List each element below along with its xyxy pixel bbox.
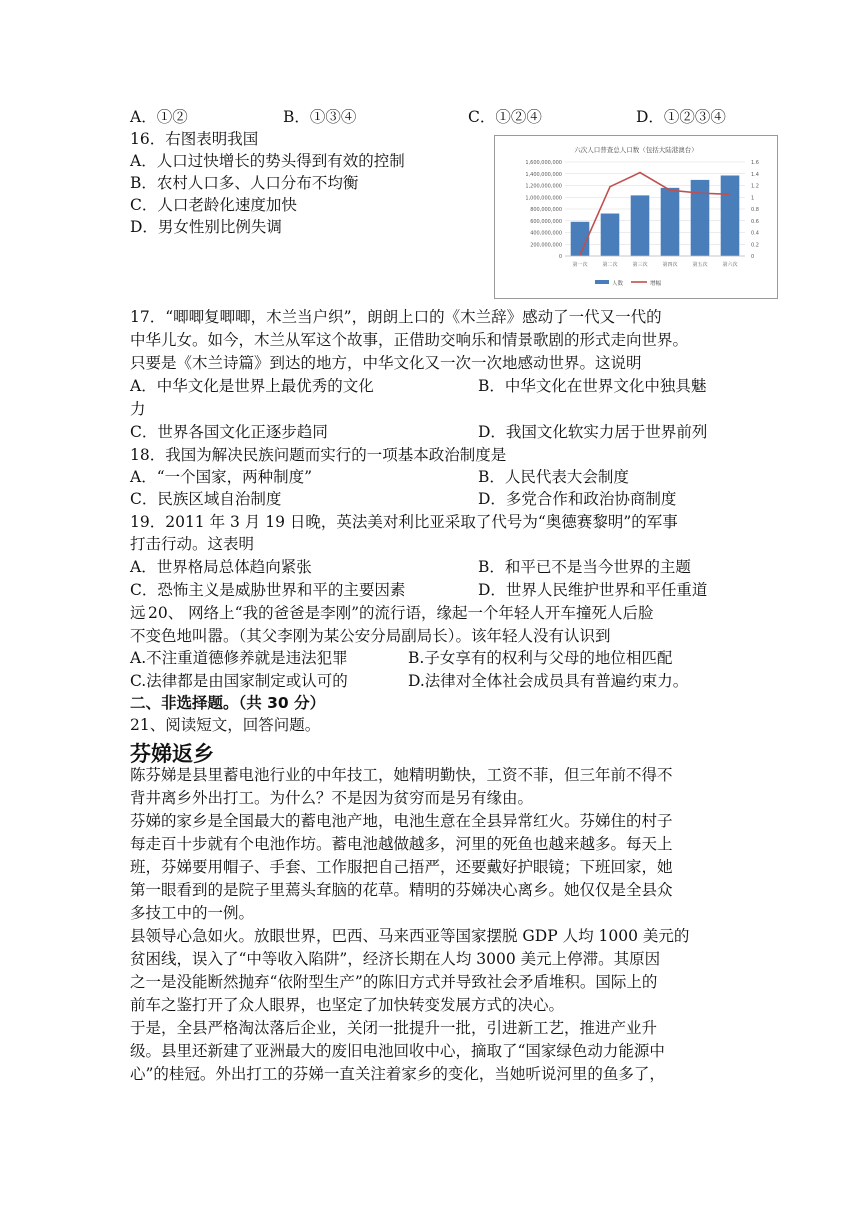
q19-line-1: 19．2011 年 3 月 19 日晚，英法美对利比亚采取了代号为“奥德赛黎明”的军事 bbox=[130, 513, 678, 531]
article-line: 级。县里还新建了亚洲最大的废旧电池回收中心，摘取了“国家绿色动力能源中 bbox=[130, 1042, 665, 1060]
q16-option-b: B．农村人口多、人口分布不均衡 bbox=[130, 174, 359, 192]
q16-option-c: C．人口老龄化速度加快 bbox=[130, 196, 297, 214]
q20-line-1: 20、 网络上“我的爸爸是李刚”的流行语，缘起一个年轻人开车撞死人后脸 bbox=[148, 604, 654, 622]
q20-line-2: 不变色地叫嚣。（其父李刚为某公安分局副局长）。该年轻人没有认识到 bbox=[130, 627, 611, 645]
q19-option-d: D．世界人民维护世界和平任重道 bbox=[478, 581, 708, 599]
x-tick-label: 第二次 bbox=[602, 262, 618, 268]
q19-line-2: 打击行动。这表明 bbox=[130, 535, 255, 553]
q17-option-a: A．中华文化是世界上最优秀的文化 bbox=[130, 377, 374, 395]
q15-option-b: B．①③④ bbox=[283, 108, 357, 126]
article-line: 县领导心急如火。放眼世界，巴西、马来西亚等国家摆脱 GDP 人均 1000 美元的 bbox=[130, 927, 690, 945]
q20-option-b: B.子女享有的权利与父母的地位相匹配 bbox=[408, 649, 673, 667]
y-right-tick-label: 0.2 bbox=[751, 242, 759, 249]
q15-option-a: A．①② bbox=[130, 108, 188, 126]
y-left-tick-label: 1,400,000,000 bbox=[525, 171, 562, 178]
q18-stem: 18．我国为解决民族问题而实行的一项基本政治制度是 bbox=[130, 446, 507, 464]
article-line: 每走百十步就有个电池作坊。蓄电池越做越多，河里的死鱼也越来越多。每天上 bbox=[130, 835, 673, 853]
legend-swatch-bars bbox=[595, 280, 609, 284]
q17-option-b: B．中华文化在世界文化中独具魅 bbox=[478, 377, 707, 395]
chart-svg bbox=[495, 136, 777, 298]
q19-option-b: B．和平已不是当今世界的主题 bbox=[478, 558, 691, 576]
chart-title: 六次人口普查总人口数（包括大陆港澳台） bbox=[574, 146, 698, 154]
y-right-tick-label: 1.2 bbox=[751, 183, 759, 190]
y-left-tick-label: 400,000,000 bbox=[530, 230, 562, 237]
y-right-tick-label: 0 bbox=[751, 254, 755, 260]
q18-option-c: C．民族区域自治制度 bbox=[130, 490, 282, 508]
y-left-tick-label: 0 bbox=[558, 254, 562, 260]
y-right-tick-label: 0.4 bbox=[751, 230, 759, 237]
bar bbox=[691, 180, 710, 256]
q17-option-c: C．世界各国文化正逐步趋同 bbox=[130, 423, 328, 441]
q16-option-a: A．人口过快增长的势头得到有效的控制 bbox=[130, 152, 405, 170]
y-right-tick-label: 0.8 bbox=[751, 207, 759, 213]
article-line: 背井离乡外出打工。为什么？不是因为贫穷而是另有缘由。 bbox=[130, 789, 534, 807]
legend-label-line: 增幅 bbox=[650, 281, 662, 287]
article-line: 贫困线，误入了“中等收入陷阱”，经济长期在人均 3000 美元上停滞。其原因 bbox=[130, 950, 661, 968]
q17-line-2: 中华儿女。如今，木兰从军这个故事，正借助交响乐和情景歌剧的形式走向世界。 bbox=[130, 331, 689, 349]
y-left-tick-label: 800,000,000 bbox=[530, 207, 562, 213]
section-2-heading: 二、非选择题。（共 30 分） bbox=[130, 694, 326, 712]
bar bbox=[721, 175, 740, 256]
q15-option-c: C．①②④ bbox=[468, 108, 542, 126]
q19-option-d-wrap: 远 bbox=[130, 604, 146, 622]
x-tick-label: 第一次 bbox=[572, 262, 588, 268]
y-left-tick-label: 1,200,000,000 bbox=[525, 183, 562, 190]
y-left-tick-label: 1,000,000,000 bbox=[525, 195, 562, 202]
y-right-tick-label: 1 bbox=[751, 195, 755, 202]
article-line: 心”的桂冠。外出打工的芬娣一直关注着家乡的变化，当她听说河里的鱼多了， bbox=[130, 1065, 665, 1083]
legend-label-bars: 人数 bbox=[612, 281, 624, 287]
y-left-tick-label: 600,000,000 bbox=[530, 218, 562, 225]
x-tick-label: 第三次 bbox=[632, 262, 648, 268]
q18-option-b: B．人民代表大会制度 bbox=[478, 468, 629, 486]
q17-line-3: 只要是《木兰诗篇》到达的地方，中华文化又一次一次地感动世界。这说明 bbox=[130, 354, 642, 372]
article-line: 芬娣的家乡是全国最大的蓄电池产地，电池生意在全县异常红火。芬娣住的村子 bbox=[130, 812, 673, 830]
bar bbox=[601, 214, 620, 256]
x-tick-label: 第六次 bbox=[722, 262, 738, 268]
q21-stem: 21、阅读短文，回答问题。 bbox=[130, 716, 321, 734]
q19-option-a: A．世界格局总体趋向紧张 bbox=[130, 558, 312, 576]
article-title: 芬娣返乡 bbox=[130, 742, 214, 766]
q18-option-d: D．多党合作和政治协商制度 bbox=[478, 490, 677, 508]
article-line: 班，芬娣要用帽子、手套、工作服把自己捂严，还要戴好护眼镜；下班回家，她 bbox=[130, 858, 673, 876]
article-line: 多技工中的一例。 bbox=[130, 904, 255, 922]
x-tick-label: 第四次 bbox=[662, 262, 678, 268]
q17-line-1: 17．“唧唧复唧唧，木兰当户织”，朗朗上口的《木兰辞》感动了一代又一代的 bbox=[130, 308, 662, 326]
article-line: 第一眼看到的是院子里蔫头耷脑的花草。精明的芬娣决心离乡。她仅仅是全县众 bbox=[130, 881, 673, 899]
bar bbox=[631, 195, 650, 256]
y-right-tick-label: 1.4 bbox=[751, 171, 759, 178]
q15-option-d: D．①②③④ bbox=[636, 108, 726, 126]
population-census-chart bbox=[494, 135, 778, 299]
article-line: 于是，全县严格淘汰落后企业，关闭一批提升一批，引进新工艺，推进产业升 bbox=[130, 1019, 658, 1037]
y-left-tick-label: 200,000,000 bbox=[530, 242, 562, 249]
y-right-tick-label: 1.6 bbox=[751, 160, 759, 166]
article-line: 陈芬娣是县里蓄电池行业的中年技工，她精明勤快，工资不菲，但三年前不得不 bbox=[130, 766, 673, 784]
q19-option-c: C．恐怖主义是威胁世界和平的主要因素 bbox=[130, 581, 406, 599]
q20-option-c: C.法律都是由国家制定或认可的 bbox=[130, 672, 348, 690]
x-tick-label: 第五次 bbox=[692, 262, 708, 268]
y-left-tick-label: 1,600,000,000 bbox=[525, 160, 562, 166]
q16-option-d: D．男女性别比例失调 bbox=[130, 218, 282, 236]
q16-stem: 16．右图表明我国 bbox=[130, 130, 259, 148]
q18-option-a: A．“一个国家，两种制度” bbox=[130, 468, 313, 486]
q17-option-b-wrap: 力 bbox=[130, 400, 146, 418]
bar bbox=[661, 188, 680, 256]
q20-option-a: A.不注重道德修养就是违法犯罪 bbox=[130, 649, 348, 667]
article-line: 之一是没能断然抛弃“依附型生产”的陈旧方式并导致社会矛盾堆积。国际上的 bbox=[130, 973, 658, 991]
q17-option-d: D．我国文化软实力居于世界前列 bbox=[478, 423, 708, 441]
article-line: 前车之鉴打开了众人眼界，也坚定了加快转变发展方式的决心。 bbox=[130, 996, 565, 1014]
y-right-tick-label: 0.6 bbox=[751, 218, 759, 225]
q20-option-d: D.法律对全体社会成员具有普遍约束力。 bbox=[408, 672, 689, 690]
